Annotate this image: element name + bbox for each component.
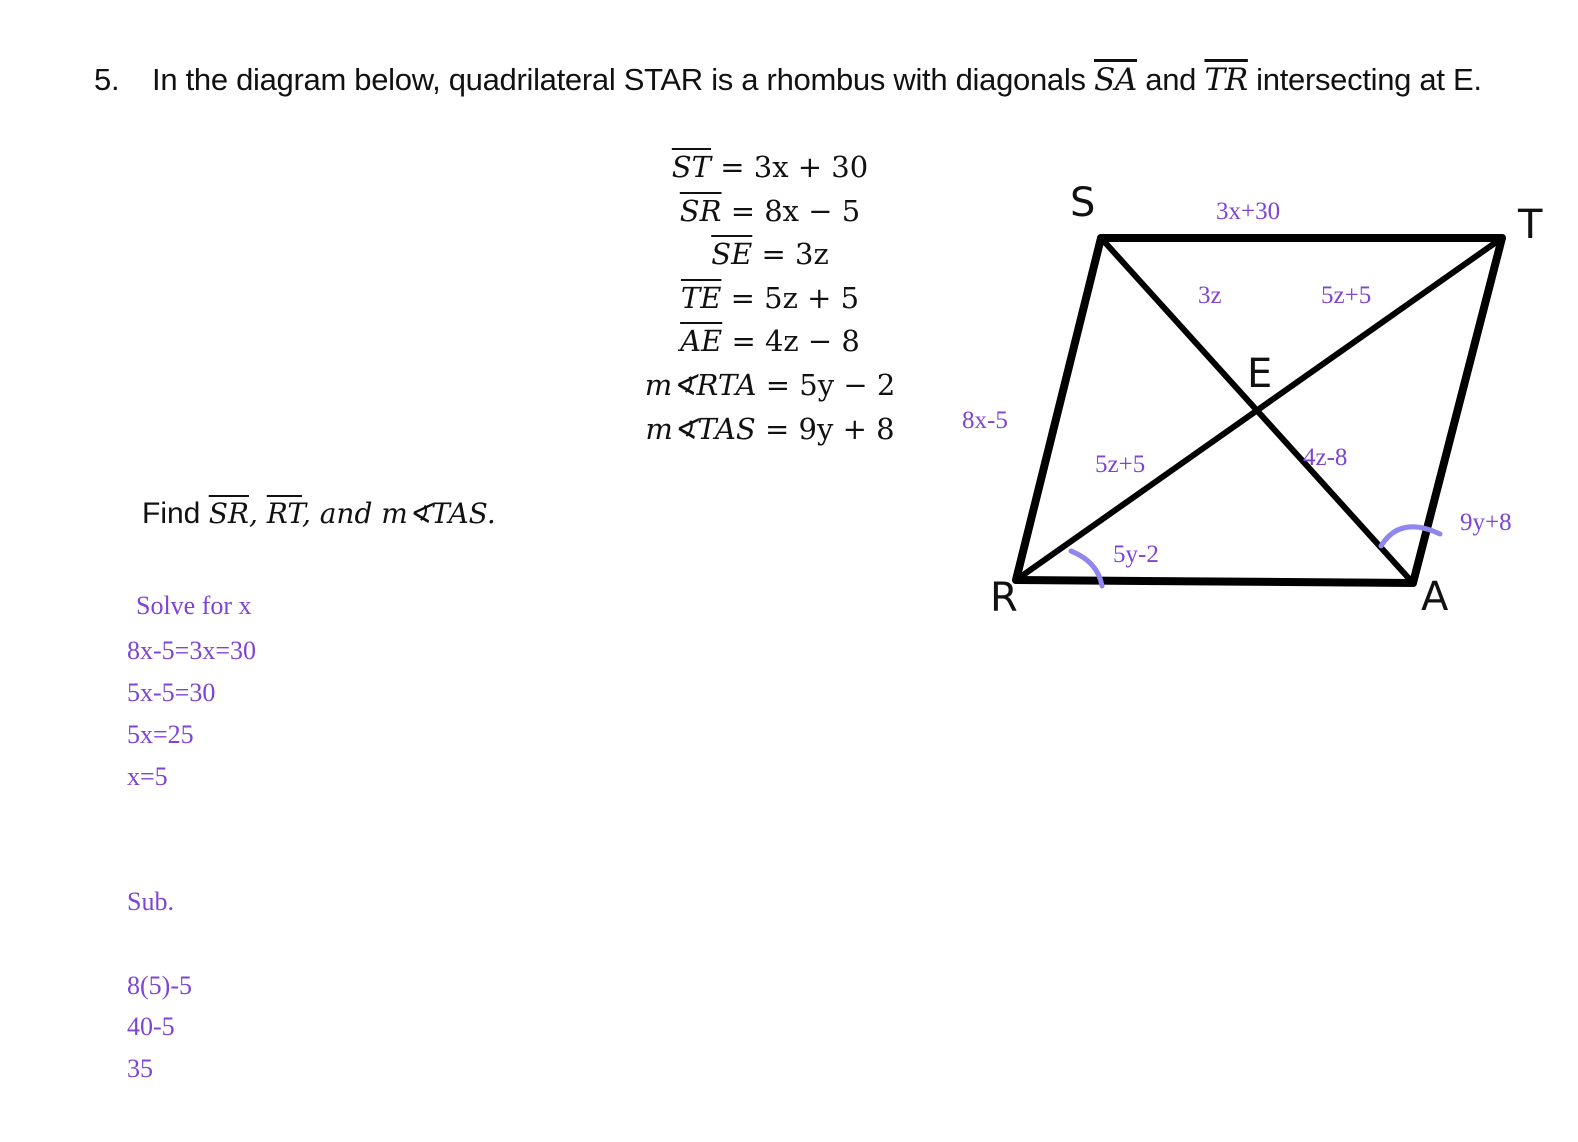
work-sub-step: 8(5)-5 (127, 971, 192, 1000)
given-rhs: = 4z − 8 (722, 324, 860, 359)
work-heading: Solve for x (136, 591, 252, 620)
work-step: 5x=25 (127, 720, 194, 749)
label-angle-r: 5y-2 (1113, 541, 1159, 568)
label-sr: 8x-5 (962, 407, 1008, 434)
label-re: 5z+5 (1095, 451, 1146, 478)
problem-text-before: In the diagram below, quadrilateral STAR is a rhombus with diagonals (152, 62, 1094, 97)
find-seg-sr: $\overline{SR}$ (208, 497, 249, 530)
given-lhs: $\overline{ST}$ (671, 150, 712, 184)
problem-text-after: intersecting at E. (1247, 62, 1482, 97)
problem-number: 5. (94, 62, 120, 97)
given-rhs: = 5z + 5 (721, 280, 860, 315)
given-rhs: = 3x + 30 (711, 150, 869, 184)
vertex-label-e: E (1247, 351, 1273, 397)
find-tail: , and m∢TAS. (301, 497, 496, 530)
given-rhs: = 5y − 2 (756, 367, 896, 402)
diagonal-sa: $\overline{SA}$ (1093, 62, 1137, 98)
given-lhs: $\overline{SE}$ (711, 237, 753, 272)
label-te: 5z+5 (1321, 282, 1372, 309)
side-ar (1016, 580, 1413, 583)
problem-text-mid: and (1136, 62, 1205, 97)
work-sub-label: Sub. (127, 887, 174, 916)
work-step: 5x-5=30 (127, 678, 216, 707)
vertex-label-s: S (1070, 180, 1096, 226)
find-sep: , (248, 497, 267, 530)
given-rhs: = 3z (752, 237, 829, 272)
given-lhs: $\overline{AE}$ (680, 324, 723, 359)
work-sub-step: 40-5 (127, 1012, 175, 1041)
work-step: x=5 (127, 762, 168, 791)
angle-arc-a (1381, 527, 1440, 546)
label-ae: 4z-8 (1303, 444, 1348, 471)
given-lhs: m∢RTA (644, 367, 757, 402)
given-rhs: = 9y + 8 (755, 411, 895, 446)
given-rhs: = 8x − 5 (721, 193, 861, 228)
given-lhs: $\overline{TE}$ (680, 280, 722, 315)
vertex-label-r: R (990, 575, 1018, 621)
diagonal-tr: $\overline{TR}$ (1204, 62, 1248, 98)
label-angle-a: 9y+8 (1460, 509, 1512, 536)
given-lhs: m∢TAS (645, 411, 756, 446)
work-step: 8x-5=3x=30 (127, 636, 256, 665)
vertex-label-a: A (1421, 574, 1449, 620)
work-sub-step: 35 (127, 1054, 153, 1083)
label-se: 3z (1198, 282, 1222, 309)
find-word: Find (142, 497, 209, 530)
vertex-label-t: T (1518, 202, 1543, 248)
find-seg-rt: $\overline{RT}$ (266, 497, 302, 530)
label-st: 3x+30 (1216, 198, 1281, 225)
given-lhs: $\overline{SR}$ (679, 193, 722, 228)
